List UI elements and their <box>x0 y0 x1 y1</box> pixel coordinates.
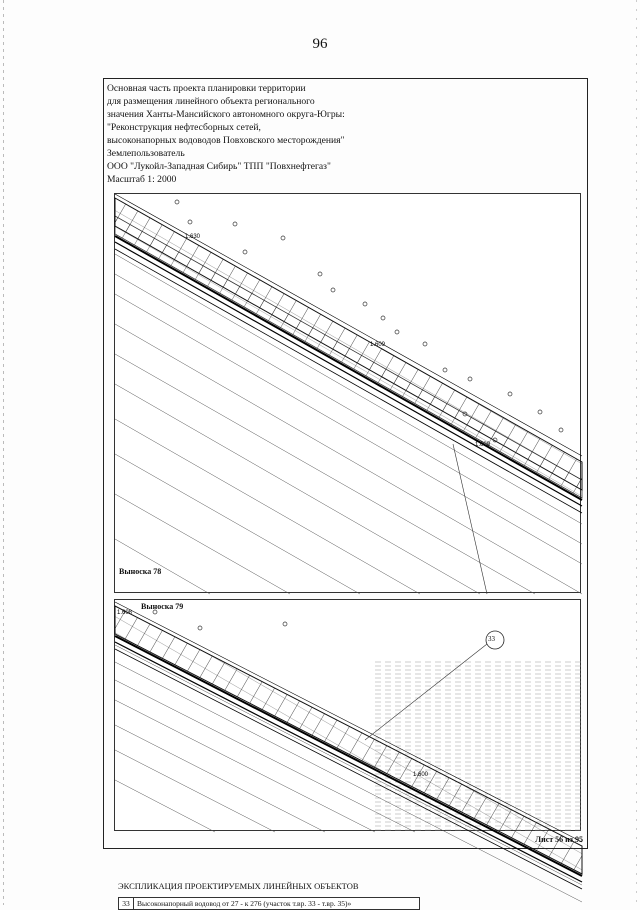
map-elevation-label: 1.609 <box>370 342 386 348</box>
header-line: значения Ханты-Мансийского автономного округа-Югры: <box>107 109 345 120</box>
survey-points <box>175 200 563 442</box>
callout-label: Выноска 78 <box>119 567 162 576</box>
header-line: Масштаб 1: 2000 <box>107 174 177 185</box>
map-elevation-label: 1.630 <box>185 234 201 240</box>
corridor-hatched-inner <box>115 216 582 498</box>
sheet-footer: Лист 56 из 95 <box>535 835 583 844</box>
explication-description: Высоконапорный водовод от 27 - к 276 (участок т.вр. 33 - т.вр. 35)» <box>137 899 352 908</box>
header-line: Землепользователь <box>107 148 185 159</box>
header-line: ООО "Лукойл-Западная Сибирь" ТПП "Повхнефтегаз" <box>107 161 331 172</box>
map-elevation-label: 1.609 <box>475 442 491 448</box>
leader-line <box>453 444 487 594</box>
map-drawing-bottom <box>115 600 582 832</box>
map-frame-top <box>114 193 581 593</box>
map-elevation-label: 1.600 <box>413 772 429 778</box>
header-line: "Реконструкция нефтесборных сетей, <box>107 122 261 133</box>
survey-points <box>153 610 287 630</box>
scan-edge-left <box>3 0 4 905</box>
scan-edge-right <box>636 0 637 905</box>
drawing-sheet <box>103 78 588 908</box>
header-line: для размещения линейного объекта регионального <box>107 96 315 107</box>
header-line: высоконапорных водоводов Повховского месторождения" <box>107 135 345 146</box>
page-number: 96 <box>312 36 328 52</box>
explication-row <box>118 897 420 910</box>
map-drawing-top <box>115 194 582 594</box>
header-line: Основная часть проекта планировки территории <box>107 83 306 94</box>
map-elevation-label: 1.608 <box>117 610 133 616</box>
object-marker-label: 33 <box>488 635 495 643</box>
callout-label: Выноска 79 <box>141 602 184 611</box>
explication-number: 33 <box>119 898 134 909</box>
explication-title: ЭКСПЛИКАЦИЯ ПРОЕКТИРУЕМЫХ ЛИНЕЙНЫХ ОБЪЕКТОВ <box>118 881 359 891</box>
sheet-header <box>107 82 345 186</box>
